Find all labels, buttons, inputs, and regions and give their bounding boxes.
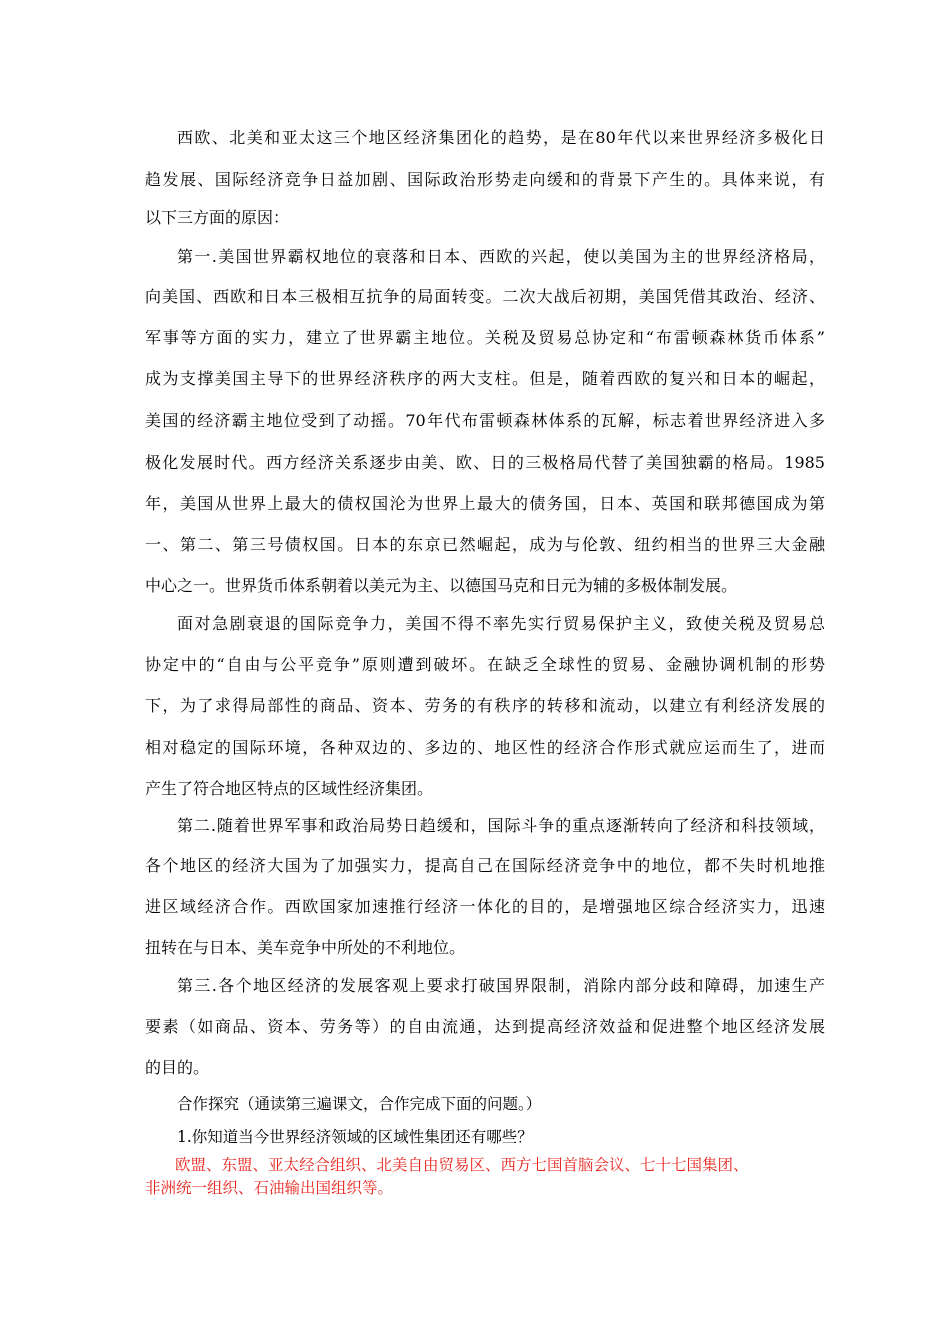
text-line: 产生了符合地区特点的区域性经济集团。 <box>145 779 434 798</box>
text-line: 第三.各个地区经济的发展客观上要求打破国界限制，消除内部分歧和障碍，加速生产 <box>177 976 825 995</box>
answer-line: 非洲统一组织、石油输出国组织等。 <box>145 1179 394 1197</box>
text-line: 一、第二、第三号债权国。日本的东京已然崛起，成为与伦敦、纽约相当的世界三大金融 <box>145 535 825 554</box>
text-line: 成为支撑美国主导下的世界经济秩序的两大支柱。但是，随着西欧的复兴和日本的崛起， <box>145 369 825 388</box>
text-line: 要素（如商品、资本、劳务等）的自由流通，达到提高经济效益和促进整个地区经济发展 <box>145 1017 825 1036</box>
text-line: 的目的。 <box>145 1058 210 1077</box>
text-line: 进区域经济合作。西欧国家加速推行经济一体化的目的，是增强地区综合经济实力，迅速 <box>145 897 825 916</box>
text-line: 扭转在与日本、美车竞争中所处的不利地位。 <box>145 938 466 957</box>
text-line: 军事等方面的实力，建立了世界霸主地位。关税及贸易总协定和“布雷顿森林货币体系” <box>145 328 825 347</box>
text-line: 极化发展时代。西方经济关系逐步由美、欧、日的三极格局代替了美国独霸的格局。1985 <box>145 453 825 472</box>
question-text: 1.你知道当今世界经济领域的区域性集团还有哪些？ <box>177 1128 533 1146</box>
text-line: 美国的经济霸主地位受到了动摇。70年代布雷顿森林体系的瓦解，标志着世界经济进入多 <box>145 411 825 430</box>
text-line: 年，美国从世界上最大的债权国沦为世界上最大的债务国，日本、英国和联邦德国成为第 <box>145 494 825 513</box>
text-line: 西欧、北美和亚太这三个地区经济集团化的趋势，是在80年代以来世界经济多极化日 <box>177 128 825 147</box>
text-line: 各个地区的经济大国为了加强实力，提高自己在国际经济竞争中的地位，都不失时机地推 <box>145 856 825 875</box>
activity-heading: 合作探究（通读第三遍课文，合作完成下面的问题。） <box>177 1095 542 1113</box>
text-line: 协定中的“自由与公平竞争”原则遭到破坏。在缺乏全球性的贸易、金融协调机制的形势 <box>145 655 825 674</box>
text-line: 面对急剧衰退的国际竞争力，美国不得不率先实行贸易保护主义，致使关税及贸易总 <box>177 614 825 633</box>
text-line: 趋发展、国际经济竞争日益加剧、国际政治形势走向缓和的背景下产生的。具体来说，有 <box>145 170 825 189</box>
text-line: 相对稳定的国际环境，各种双边的、多边的、地区性的经济合作形式就应运而生了，进而 <box>145 738 825 757</box>
text-line: 第二.随着世界军事和政治局势日趋缓和，国际斗争的重点逐渐转向了经济和科技领域， <box>177 816 825 835</box>
text-line: 中心之一。世界货币体系朝着以美元为主、以德国马克和日元为辅的多极体制发展。 <box>145 576 738 595</box>
text-line: 以下三方面的原因： <box>145 208 290 227</box>
answer-line: 欧盟、东盟、亚太经合组织、北美自由贸易区、西方七国首脑会议、七十七国集团、 <box>175 1156 749 1174</box>
text-line: 向美国、西欧和日本三极相互抗争的局面转变。二次大战后初期，美国凭借其政治、经济、 <box>145 287 825 306</box>
text-line: 下，为了求得局部性的商品、资本、劳务的有秩序的转移和流动，以建立有利经济发展的 <box>145 696 825 715</box>
text-line: 第一.美国世界霸权地位的衰落和日本、西欧的兴起，使以美国为主的世界经济格局， <box>177 247 825 266</box>
